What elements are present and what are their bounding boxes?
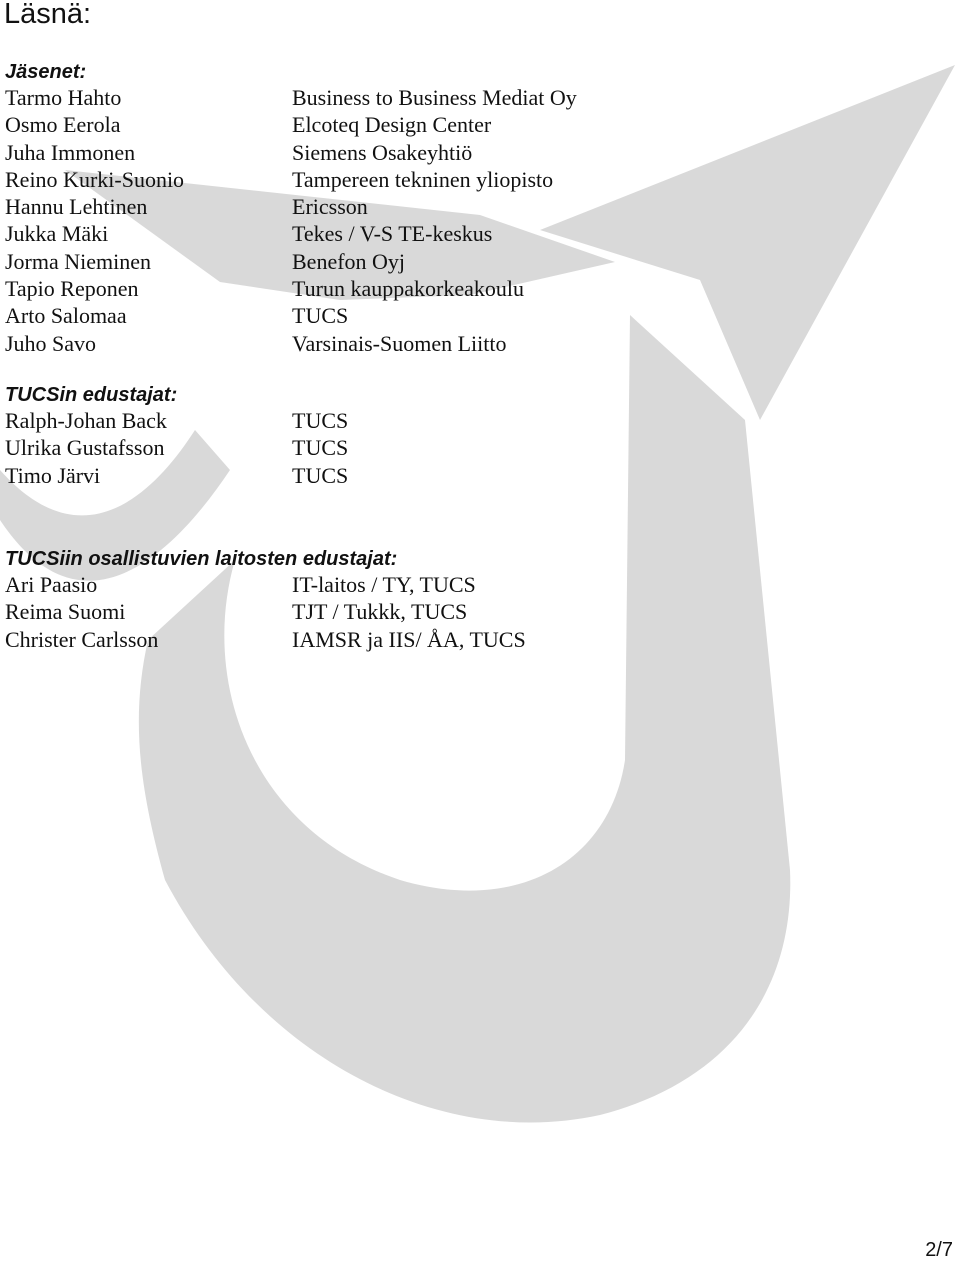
attendee-organization: TUCS: [292, 408, 349, 433]
attendee-name: Reima Suomi: [5, 599, 126, 625]
attendee-organization: TUCS: [292, 462, 349, 488]
attendee-list: [0, 407, 960, 489]
attendee-organization: Tekes / V-S TE-keskus: [292, 221, 493, 247]
attendee-name: Tapio Reponen: [5, 276, 139, 302]
section-heading: Jäsenet:: [5, 61, 87, 83]
attendee-row: [0, 407, 960, 434]
attendee-name: Ralph-Johan Back: [5, 408, 167, 433]
attendee-row: [0, 193, 960, 220]
attendee-organization: Elcoteq Design Center: [292, 112, 492, 138]
attendee-organization: Ericsson: [292, 194, 368, 220]
attendee-row: [0, 330, 960, 357]
attendee-name: Tarmo Hahto: [5, 85, 122, 110]
attendee-row: [0, 166, 960, 193]
attendee-row: [0, 626, 960, 653]
attendee-name: Reino Kurki-Suonio: [5, 166, 185, 192]
attendee-organization: Tampereen tekninen yliopisto: [292, 166, 554, 192]
page-title: Läsnä:: [4, 0, 92, 30]
attendee-row: [0, 275, 960, 302]
attendee-name: Hannu Lehtinen: [5, 194, 148, 220]
attendee-list: [0, 84, 960, 357]
attendee-organization: Benefon Oyj: [292, 248, 406, 274]
attendee-organization: TUCS: [292, 303, 349, 329]
attendee-row: [0, 139, 960, 166]
section-heading: TUCSin edustajat:: [5, 384, 178, 406]
attendee-row: [0, 84, 960, 111]
attendee-name: Juho Savo: [5, 330, 97, 356]
attendee-organization: Varsinais-Suomen Liitto: [292, 330, 507, 356]
section-heading: TUCSiin osallistuvien laitosten edustajat:: [5, 548, 398, 570]
attendee-name: Arto Salomaa: [5, 303, 127, 329]
attendee-row: [0, 220, 960, 247]
attendee-row: [0, 302, 960, 329]
attendee-name: Ari Paasio: [5, 572, 98, 597]
attendee-organization: Business to Business Mediat Oy: [292, 85, 577, 110]
attendee-name: Jorma Nieminen: [5, 248, 152, 274]
attendee-row: [0, 434, 960, 461]
attendee-organization: IAMSR ja IIS/ ÅA, TUCS: [292, 626, 526, 652]
attendee-row: [0, 598, 960, 625]
attendee-name: Jukka Mäki: [5, 221, 109, 247]
attendee-organization: Turun kauppakorkeakoulu: [292, 276, 524, 302]
attendee-name: Juha Immonen: [5, 139, 136, 165]
attendee-organization: TUCS: [292, 435, 349, 461]
attendee-row: [0, 111, 960, 138]
attendee-name: Ulrika Gustafsson: [5, 435, 165, 461]
attendee-name: Timo Järvi: [5, 462, 101, 488]
attendee-organization: Siemens Osakeyhtiö: [292, 139, 473, 165]
attendee-list: [0, 571, 960, 653]
page-number: 2/7: [925, 1239, 953, 1261]
attendee-name: Christer Carlsson: [5, 626, 159, 652]
attendee-name: Osmo Eerola: [5, 112, 121, 138]
attendee-row: [0, 462, 960, 489]
attendee-row: [0, 571, 960, 598]
attendee-organization: IT-laitos / TY, TUCS: [292, 572, 476, 597]
attendee-organization: TJT / Tukkk, TUCS: [292, 599, 468, 625]
attendee-row: [0, 248, 960, 275]
